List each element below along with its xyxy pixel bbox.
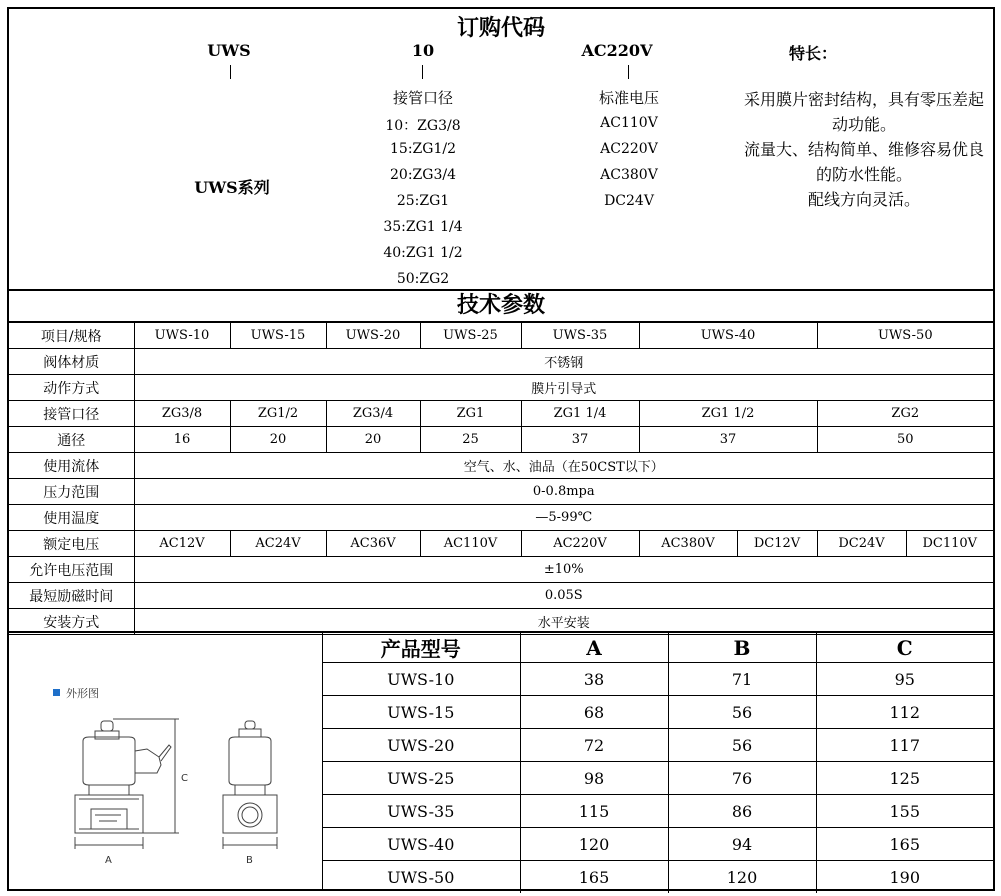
table-row (9, 401, 993, 427)
table-row (9, 375, 993, 401)
cell: 76 (668, 762, 816, 795)
cell: AC220V (521, 531, 639, 557)
cell: UWS-40 (639, 323, 817, 349)
table-row (322, 663, 993, 696)
table-row (9, 505, 993, 531)
table-row (9, 427, 993, 453)
table-row (9, 323, 993, 349)
cell: UWS-50 (322, 861, 520, 894)
code-size: 10 (411, 41, 435, 60)
cell: AC36V (326, 531, 420, 557)
row-label: 通径 (9, 427, 134, 453)
voltage-item: AC110V (600, 115, 658, 131)
table-header-row (322, 633, 993, 663)
cell: DC110V (906, 531, 993, 557)
cell: 不锈钢 (134, 349, 993, 375)
cell: 98 (520, 762, 668, 795)
cell: ZG1 1/4 (521, 401, 639, 427)
cell: 95 (816, 663, 993, 696)
cell: 120 (668, 861, 816, 894)
cell: AC12V (134, 531, 230, 557)
row-label: 使用温度 (9, 505, 134, 531)
series-label: UWS系列 (194, 178, 270, 197)
table-row (322, 762, 993, 795)
voltage-item: AC220V (600, 141, 658, 157)
dim-letter-a: A (105, 855, 112, 866)
table-row (322, 861, 993, 894)
cell: UWS-20 (326, 323, 420, 349)
cell: UWS-15 (322, 696, 520, 729)
cell: AC380V (639, 531, 737, 557)
row-label: 安装方式 (9, 609, 134, 635)
dim-letter-b: B (246, 855, 253, 866)
spec-sheet (7, 7, 995, 891)
row-label: 阀体材质 (9, 349, 134, 375)
row-label: 压力范围 (9, 479, 134, 505)
cell: 71 (668, 663, 816, 696)
tick-series (230, 65, 231, 79)
tick-voltage (628, 65, 629, 79)
cell: UWS-50 (817, 323, 993, 349)
cell: 37 (521, 427, 639, 453)
row-label: 接管口径 (9, 401, 134, 427)
row-label: 使用流体 (9, 453, 134, 479)
cell: 25 (420, 427, 521, 453)
table-row (322, 795, 993, 828)
cell: ±10% (134, 557, 993, 583)
cell: 68 (520, 696, 668, 729)
pipe-size-item: 35:ZG1 1/4 (383, 219, 463, 235)
tech-params-section (9, 289, 993, 635)
row-label: 允许电压范围 (9, 557, 134, 583)
cell: 0-0.8mpa (134, 479, 993, 505)
outline-drawing (9, 633, 323, 891)
pipe-size-item: 40:ZG1 1/2 (383, 245, 463, 261)
cell: 56 (668, 696, 816, 729)
dimensions-section (9, 631, 993, 891)
valve-drawing-svg (9, 633, 322, 891)
voltage-heading: 标准电压 (598, 89, 659, 107)
pipe-size-item: 25:ZG1 (396, 193, 450, 209)
cell: ZG2 (817, 401, 993, 427)
feature-title: 特长： (788, 44, 837, 63)
feature-line: 采用膜片密封结构，具有零压差起动功能。 (743, 90, 984, 134)
cell: UWS-35 (521, 323, 639, 349)
tech-params-table (9, 323, 993, 635)
code-voltage: AC220V (581, 41, 653, 60)
table-row (9, 583, 993, 609)
cell: ZG3/4 (326, 401, 420, 427)
code-series: UWS (207, 41, 251, 60)
dimensions-table (322, 633, 993, 893)
cell: 38 (520, 663, 668, 696)
table-row (322, 828, 993, 861)
cell: DC12V (737, 531, 817, 557)
cell: 155 (816, 795, 993, 828)
outline-drawing-label: 外形图 (53, 685, 99, 701)
cell: 125 (816, 762, 993, 795)
cell: 117 (816, 729, 993, 762)
tech-params-title: 技术参数 (9, 289, 993, 323)
cell: AC24V (230, 531, 326, 557)
cell: UWS-40 (322, 828, 520, 861)
row-label: 项目/规格 (9, 323, 134, 349)
pipe-size-heading: 接管口径 (392, 89, 453, 107)
cell: 37 (639, 427, 817, 453)
cell: ZG1/2 (230, 401, 326, 427)
cell: 56 (668, 729, 816, 762)
cell: ZG3/8 (134, 401, 230, 427)
cell: 20 (326, 427, 420, 453)
cell: 112 (816, 696, 993, 729)
table-row (322, 729, 993, 762)
column-header: C (816, 633, 993, 663)
cell: 86 (668, 795, 816, 828)
cell: 190 (816, 861, 993, 894)
order-code-title: 订购代码 (456, 15, 545, 41)
dim-letter-c: C (181, 773, 188, 784)
table-row (9, 557, 993, 583)
cell: ZG1 1/2 (639, 401, 817, 427)
table-row (322, 696, 993, 729)
cell: 膜片引导式 (134, 375, 993, 401)
pipe-size-item: 20:ZG3/4 (390, 167, 456, 183)
cell: 94 (668, 828, 816, 861)
cell: 水平安装 (134, 609, 993, 635)
cell: 0.05S (134, 583, 993, 609)
pipe-size-item: 10：ZG3/8 (385, 118, 461, 134)
cell: 72 (520, 729, 668, 762)
cell: 165 (520, 861, 668, 894)
row-label: 动作方式 (9, 375, 134, 401)
table-row (9, 479, 993, 505)
row-label: 最短励磁时间 (9, 583, 134, 609)
cell: AC110V (420, 531, 521, 557)
cell: UWS-20 (322, 729, 520, 762)
cell: 空气、水、油品（在50CST以下） (134, 453, 993, 479)
cell: UWS-10 (134, 323, 230, 349)
cell: UWS-25 (322, 762, 520, 795)
cell: UWS-35 (322, 795, 520, 828)
column-header: A (520, 633, 668, 663)
cell: 115 (520, 795, 668, 828)
cell: 20 (230, 427, 326, 453)
cell: ZG1 (420, 401, 521, 427)
table-row (9, 531, 993, 557)
pipe-size-item: 50:ZG2 (396, 271, 450, 287)
table-row (9, 349, 993, 375)
pipe-size-item: 15:ZG1/2 (390, 141, 456, 157)
feature-line: 配线方向灵活。 (807, 190, 920, 209)
cell: 16 (134, 427, 230, 453)
cell: 50 (817, 427, 993, 453)
cell: 165 (816, 828, 993, 861)
cell: UWS-10 (322, 663, 520, 696)
column-header: 产品型号 (322, 633, 520, 663)
row-label: 额定电压 (9, 531, 134, 557)
voltage-item: DC24V (604, 193, 654, 209)
cell: UWS-25 (420, 323, 521, 349)
cell: DC24V (817, 531, 906, 557)
cell: UWS-15 (230, 323, 326, 349)
column-header: B (668, 633, 816, 663)
cell: 120 (520, 828, 668, 861)
order-code-section (9, 9, 993, 291)
table-row (9, 453, 993, 479)
tick-size (422, 65, 423, 79)
cell: —5-99℃ (134, 505, 993, 531)
features-text (737, 87, 991, 212)
feature-line: 流量大、结构简单、维修容易优良的防水性能。 (743, 140, 984, 184)
voltage-item: AC380V (600, 167, 658, 183)
